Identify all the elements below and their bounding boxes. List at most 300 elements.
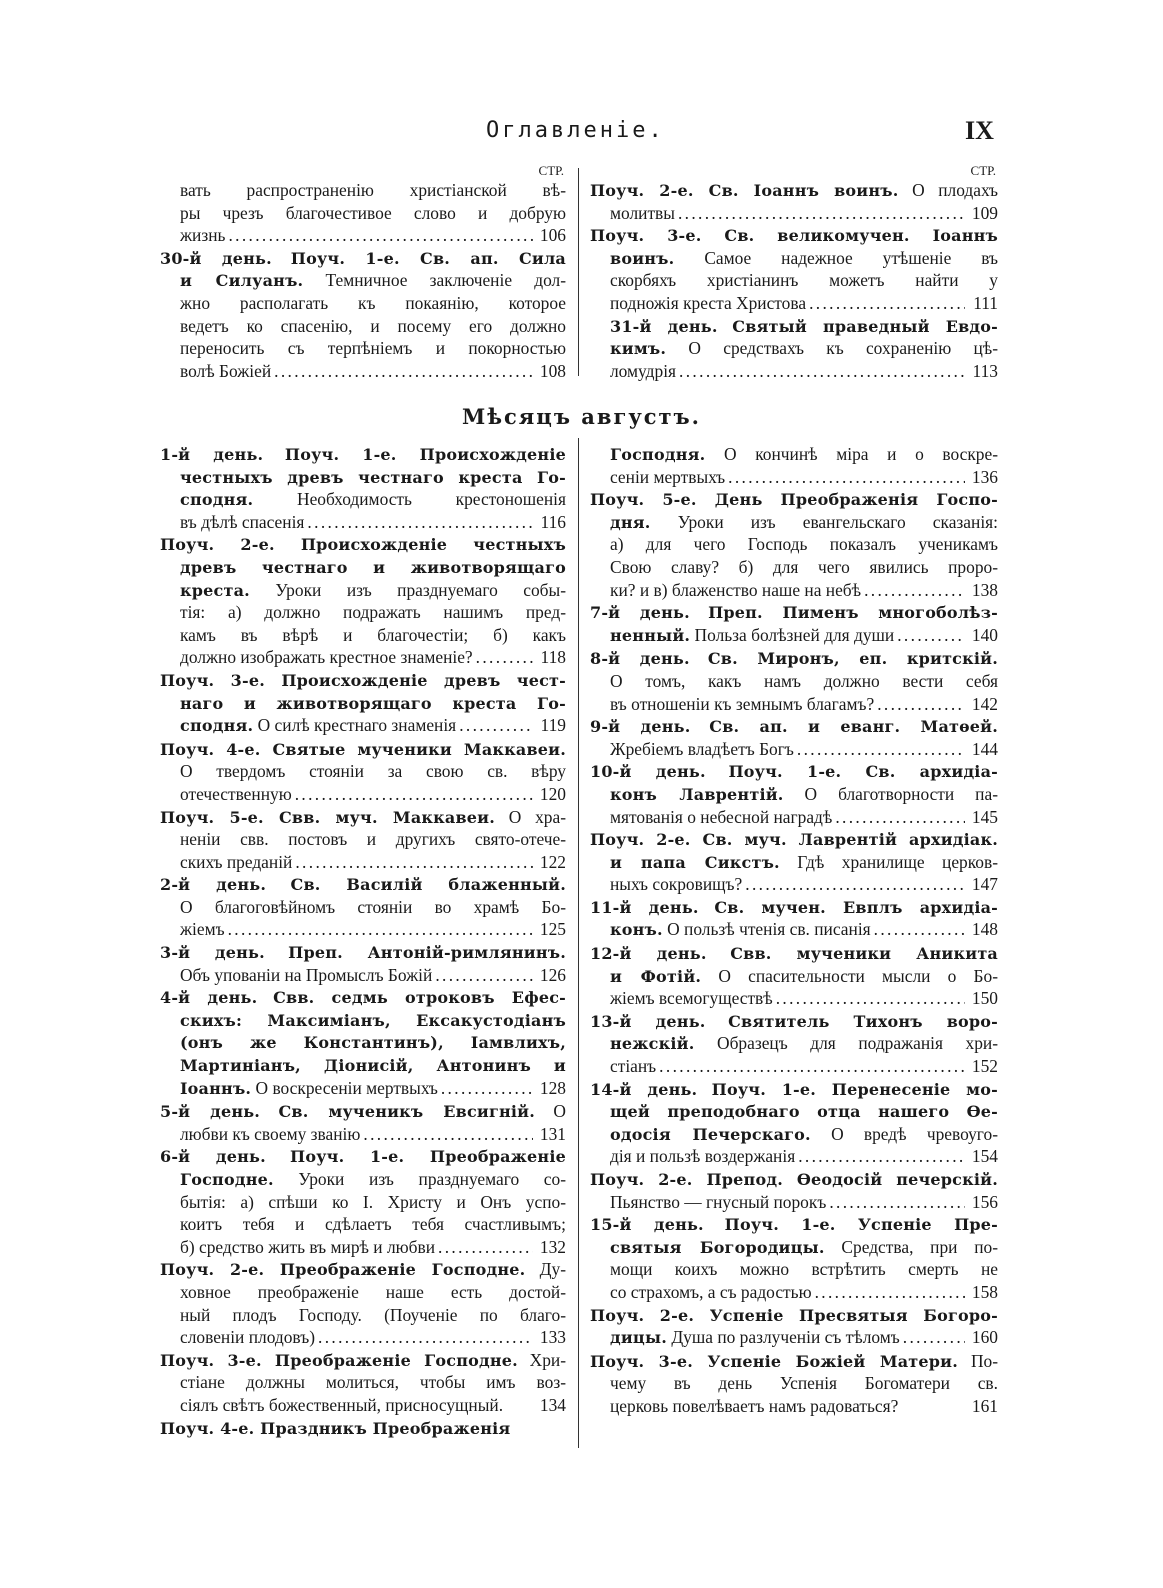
entry-line [160,533,566,556]
bold-text: 3-й день. [160,943,265,963]
entry-last-line [160,714,566,738]
column-divider-bottom [578,438,579,1448]
dot-leader [829,1191,965,1214]
text: должно изображать крестное знаменіе? [180,647,473,668]
bold-text: одосія Печерскаго. [610,1124,811,1144]
text: мощи коихъ можно встрѣтить смерть не [610,1259,998,1280]
bold-text: Св. ап. и еванг. Матѳей. [709,717,998,737]
bold-text: щей преподобнаго отца нашего Ѳе- [610,1102,998,1122]
toc-entry [590,647,998,715]
entry-last-line [160,783,566,806]
entry-last-line [590,1395,998,1418]
entry-text [610,1191,826,1214]
bold-text: (онъ же Константинъ), Іамвлихъ, [180,1033,566,1053]
entry-line [590,179,998,202]
text: жизнь [180,225,226,246]
entry-line [590,1078,998,1101]
text: Образецъ для подражанія хри- [694,1033,998,1054]
toc-entry [590,828,998,896]
bold-text: дицы. [610,1328,667,1348]
entry-last-line [590,360,998,383]
page-header [0,118,1163,158]
entry-line [160,1304,566,1327]
dot-leader [435,964,533,987]
entry-last-line [160,511,566,534]
text: ховное преображеніе наше есть достой- [180,1281,566,1302]
text: ры чрезъ благочестивое слово и добрую [180,202,566,223]
toc-entry [590,760,998,828]
page-ref: 109 [971,202,998,223]
text: Жребіемъ владѣетъ Богъ [610,738,794,759]
entry-line [590,533,998,556]
toc-entry [590,601,998,647]
toc-entry [590,1010,998,1078]
bold-text: Поуч. 1-е. Происхожденіе [284,445,566,464]
text [699,897,715,917]
text: По- [958,1350,998,1371]
dot-leader [679,360,965,383]
entry-line [590,1100,998,1123]
bold-text: 2-й день. [160,875,267,895]
entry-line [590,269,998,292]
dot-leader [363,1123,533,1146]
column-divider-top [578,168,579,376]
text: вать распространенію христіанской вѣ- [180,180,566,200]
bold-text: Поуч. 2-е. Происхожденіе честныхъ [160,535,566,555]
entry-line [160,806,566,829]
text [697,1079,711,1099]
text [690,648,708,668]
entry-text [610,987,773,1010]
entry-line [160,292,566,315]
dot-leader [659,1055,965,1078]
entry-last-line [160,1123,566,1146]
entry-line [590,443,998,466]
entry-last-line [160,360,566,383]
bold-text: конъ Лаврентій. [610,784,784,804]
page-ref: 150 [971,988,998,1009]
entry-line [590,851,998,874]
entry-line [160,1191,566,1214]
entry-text [180,1123,360,1146]
toc-column-right [590,443,998,1418]
page-ref: 140 [971,624,998,645]
text: О спасительности мысли о Бо- [701,965,998,986]
entry-line [160,556,566,579]
entry-last-line [160,646,566,669]
text [272,248,291,268]
entry-line [590,488,998,511]
toc-entry [160,1145,566,1258]
entry-last-line [590,1055,998,1078]
toc-entry [590,224,998,314]
bold-text: Преп. Пименъ многоболѣз- [708,603,998,623]
entry-line [590,337,998,360]
bold-text: скихъ: Максиміанъ, Ексакустодіанъ [180,1010,566,1030]
entry-text [180,714,456,738]
entry-text [180,918,225,941]
bold-text: Поуч. 3-е. Преображеніе Господне. [160,1350,518,1370]
bold-text: 30-й день. [160,248,272,268]
page-ref: 142 [971,693,998,714]
entry-line [160,179,566,202]
bold-text: кимъ. [610,339,667,359]
bold-text: сподня. [180,716,254,736]
toc-entry [160,1100,566,1145]
bold-text: Св. Василій блаженный. [290,875,566,895]
toc-entry [160,806,566,874]
text: ломудрія [610,360,677,381]
dot-leader [797,738,965,761]
text: О силѣ крестнаго знаменія [253,715,457,736]
text: Хри- [517,1349,566,1370]
page-ref: 134 [539,1394,566,1415]
entry-line [160,873,566,896]
entry-line [160,692,566,715]
page-ref: 136 [971,466,998,487]
bold-text: Господне. [180,1170,274,1189]
bold-text: Поуч. 2-е. Успеніе Пресвятыя Богоро- [590,1305,998,1325]
page-ref: 116 [540,511,566,532]
dot-leader [903,1326,965,1349]
entry-last-line [590,1281,998,1304]
bold-text: 11-й день. [590,897,699,917]
entry-line [590,1213,998,1236]
bold-text: Св. Миронъ, еп. критскій. [707,649,998,669]
toc-entry [590,715,998,760]
entry-text [180,360,271,383]
text: стіане должны молиться, чтобы имъ воз- [180,1372,566,1393]
entry-line [590,247,998,270]
text: жіемъ всемогуществѣ [610,988,773,1009]
entry-text [610,873,742,896]
toc-entry [160,873,566,941]
entry-line [160,1281,566,1304]
entry-line [590,896,998,919]
entry-text [180,646,473,669]
dot-leader [274,360,533,383]
text: ныхъ сокровищъ? [610,874,743,895]
text: въ отношеніи къ земнымъ благамъ? [610,693,875,714]
text: тія: а) должно подражать нашимъ пред- [180,602,566,623]
page-column-label: СТР. [538,163,564,178]
entry-line [160,1258,566,1281]
entry-line [590,1236,998,1259]
entry-line [590,715,998,738]
text: О плодахъ [898,180,998,200]
entry-text [610,624,894,648]
bold-text: ненный. [610,625,691,645]
dot-leader [459,714,533,737]
text: О средствахъ къ сохраненію цѣ- [666,338,998,359]
text: жіемъ [180,919,225,940]
bold-text: Поуч. 5-е. День Преображенія Госпо- [590,490,998,510]
entry-last-line [590,466,998,489]
text: О пользѣ чтенія св. писанія [662,919,871,940]
entry-last-line [590,806,998,829]
entry-last-line [590,624,998,648]
entry-text [180,964,432,987]
entry-last-line [590,1326,998,1350]
text [266,1146,290,1166]
dot-leader [776,987,965,1010]
bold-text: Поуч. 2-е. Препод. Ѳеодосій печерскій. [590,1170,998,1189]
entry-line [590,315,998,338]
page-ref: 133 [539,1327,566,1348]
page-ref: 126 [539,964,566,985]
dot-leader [318,1326,533,1349]
bold-text: Поуч. 2-е. Преображеніе Господне. [160,1260,526,1280]
text: молитвы [610,202,675,223]
bold-text: сподня. [180,490,254,510]
text [263,444,285,464]
entry-text [610,1281,812,1304]
text: сеніи мертвыхъ [610,466,726,487]
entry-last-line [590,987,998,1010]
entry-last-line [160,964,566,987]
bold-text: 7-й день. [590,603,690,623]
bold-text: Преп. Антоній-римлянинъ. [288,943,566,963]
entry-last-line [590,873,998,896]
bold-text: и папа Сикстъ. [610,852,780,872]
entry-line [160,488,566,511]
text: Свою славу? б) для чего явились проро- [610,556,998,577]
dot-leader [295,783,533,806]
dot-leader [874,918,965,941]
entry-text [610,292,806,315]
text: Пьянство — гнусный порокъ [610,1191,827,1212]
dot-leader [295,851,533,874]
entry-line [590,601,998,624]
entry-last-line [590,1145,998,1168]
toc-entry [590,1350,998,1418]
bold-text: дня. [610,512,651,532]
dot-leader [815,1281,965,1304]
bold-text: Поуч. 1-е. Преображеніе [290,1147,566,1167]
entry-line [590,1010,998,1033]
entry-line [160,315,566,338]
text [707,943,731,963]
text: скихъ преданій [180,851,293,872]
entry-line [160,247,566,270]
entry-text [180,1236,435,1259]
text: словеніи плодовъ) [180,1327,315,1348]
entry-last-line [160,1394,566,1417]
bold-text: Іоаннъ. [180,1078,252,1098]
text: О благоговѣйномъ стояніи во храмѣ Бо- [180,896,566,917]
bold-text: 13-й день. [590,1011,706,1031]
bold-text: 14-й день. [590,1079,698,1099]
entry-line [590,556,998,579]
text [706,761,729,781]
entry-text [610,806,832,829]
entry-text [610,579,861,602]
toc-entry [590,488,998,601]
text: переносить съ терпѣніемъ и покорностью [180,338,566,359]
entry-line [160,986,566,1009]
entry-line [590,828,998,851]
entry-last-line [590,738,998,761]
entry-line [160,443,566,466]
text: отечественную [180,783,292,804]
text: камъ въ вѣрѣ и благочестіи; б) какъ [180,624,566,645]
page-title: Оглавленіе. [486,118,665,143]
dot-leader [476,646,533,669]
text: О вредѣ чревоуго- [810,1123,998,1144]
bold-text: креста. [180,580,250,600]
toc-entry [590,1213,998,1303]
entry-line [590,942,998,965]
toc-entry [590,942,998,1010]
toc-entry [160,1417,566,1441]
dot-leader [835,806,965,829]
toc-entry [160,1258,566,1348]
page-ref: 148 [971,919,998,940]
entry-text [180,1326,315,1349]
dot-leader [228,918,533,941]
entry-text [180,1394,503,1417]
toc-entry [590,1078,998,1168]
text: Ду- [525,1259,566,1280]
entry-line [590,783,998,806]
bold-text: святыя Богородицы. [610,1237,825,1257]
entry-last-line [160,918,566,941]
dot-leader [678,202,965,225]
text [706,1011,729,1031]
bold-text: Поуч. 2-е. Св. Іоаннъ воинъ. [590,181,899,200]
text [257,987,273,1007]
entry-line [160,1168,566,1191]
text: ки? и в) блаженство наше на небѣ [610,579,862,600]
text: церковь повелѣваетъ намъ радоваться? [610,1395,899,1416]
entry-line [160,760,566,783]
entry-last-line [590,292,998,315]
entry-text [180,511,304,534]
entry-last-line [160,1077,566,1101]
bold-text: Поуч. 2-е. Св. муч. Лаврентій архидіак. [590,830,998,850]
toc-entry [590,179,998,224]
text: въ дѣлѣ спасенія [180,511,305,532]
page-ref: 113 [972,360,998,381]
entry-text [610,1395,898,1418]
entry-text [610,466,725,489]
bold-text: 6-й день. [160,1147,266,1167]
bold-text: наго и животворящаго креста Го- [180,693,566,713]
bold-text: и Фотій. [610,966,702,986]
toc-entry [590,443,998,488]
entry-last-line [590,918,998,942]
entry-line [160,828,566,851]
entry-line [160,601,566,624]
entry-line [160,579,566,602]
bold-text: Поуч. 3-е. Св. великомучен. Іоаннъ [590,226,998,246]
text: Душа по разлученіи съ тѣломъ [666,1327,900,1348]
toc-entry [160,1349,566,1417]
text [704,1214,725,1234]
page-ref: 131 [539,1123,566,1144]
entry-text [610,1055,656,1078]
bold-text: 12-й день. [590,944,707,964]
text: мятованія о небесной наградѣ [610,806,833,827]
text: О томъ, какъ намъ должно вести себя [610,670,998,691]
entry-last-line [590,579,998,602]
text: Самое надежное утѣшеніе въ [674,247,998,268]
text: жно располагать къ покаянію, которое [180,292,566,313]
entry-line [160,896,566,919]
page-ref: 106 [539,225,566,246]
toc-entry [160,669,566,738]
entry-text [610,693,874,716]
text [690,716,709,736]
entry-last-line [160,224,566,247]
entry-line [160,269,566,292]
text: скорбяхъ христіанинъ можетъ найти у [610,270,998,291]
page-ref: 156 [971,1191,998,1212]
entry-line [160,738,566,761]
entry-last-line [590,202,998,225]
entry-line [590,224,998,247]
text: дія и пользѣ воздержанія [610,1146,796,1167]
entry-text [610,360,676,383]
toc-column-top-left [160,163,566,382]
entry-line [590,1258,998,1281]
bold-text: Поуч. 1-е. Св. ап. Сила [290,248,566,268]
entry-line [160,1009,566,1032]
entry-line [160,1100,566,1123]
entry-line [160,941,566,964]
dot-leader [438,1236,533,1259]
bold-text: Поуч. 1-е. Перенесеніе мо- [711,1079,998,1099]
entry-text [180,851,292,874]
bold-text: воинъ. [610,248,675,268]
toc-column-top-right [590,163,998,382]
entry-line [160,202,566,225]
toc-entry [160,986,566,1100]
page-number: IX [965,116,994,145]
page-ref: 144 [971,738,998,759]
bold-text: Поуч. 4-е. Святые мученики Маккавеи. [160,739,566,759]
dot-leader [877,693,965,716]
page-ref: 138 [971,579,998,600]
toc-entry [160,179,566,247]
entry-line [160,1213,566,1236]
dot-leader [441,1077,533,1100]
entry-line [590,1032,998,1055]
toc-entry [590,1304,998,1350]
entry-line [160,1349,566,1372]
entry-text [180,224,225,247]
entry-text [180,783,292,806]
entry-line [590,760,998,783]
text: неніи свв. постовъ и другихъ свято-отече- [180,829,566,850]
toc-entry [590,315,998,383]
bold-text: Поуч. 5-е. Свв. муч. Маккавеи. [160,807,496,827]
bold-text: 31-й день. [610,316,718,336]
text: Объ упованіи на Промыслъ Божій [180,964,433,985]
toc-entry [160,941,566,986]
text [266,874,290,894]
text: волѣ Божіей [180,360,272,381]
text [260,1101,278,1121]
page-ref: 128 [539,1077,566,1098]
entry-line [160,624,566,647]
text: любви къ своему званію [180,1123,361,1144]
text: Уроки изъ празднуемаго собы- [249,579,566,600]
text: коитъ тебя и сдѣлаетъ тебя счастливымъ; [180,1214,566,1235]
text: стіанъ [610,1056,657,1077]
bold-text: Свв. мученики Аникита [730,944,998,964]
page-ref: 158 [971,1281,998,1302]
